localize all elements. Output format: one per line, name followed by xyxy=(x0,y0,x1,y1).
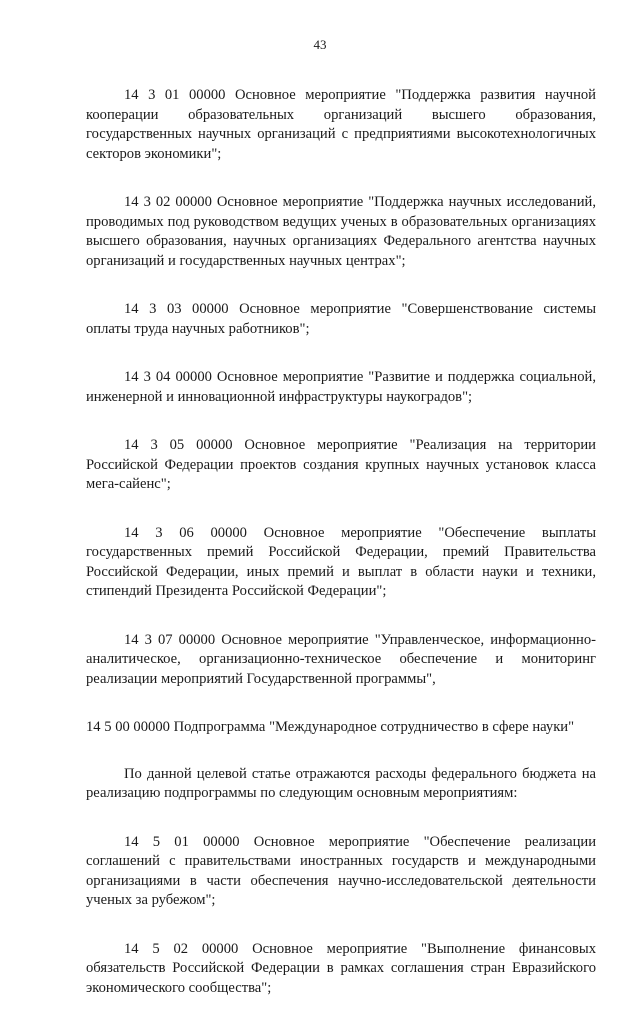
paragraph-14-3-04: 14 3 04 00000 Основное мероприятие "Развитие и поддержка социальной, инженерной и инновационной инфраструктуры наукоградов"; xyxy=(86,369,596,405)
paragraph-14-3-02: 14 3 02 00000 Основное мероприятие "Поддержка научных исследований, проводимых под руководством ведущих ученых в образовательных организациях высшего образования, научных организациях Федерального агентства научных организаций и государственных научных центрах"; xyxy=(86,194,596,269)
paragraph-14-3-05: 14 3 05 00000 Основное мероприятие "Реализация на территории Российской Федерации проектов создания крупных научных установок класса мега-сайенс"; xyxy=(86,437,596,492)
paragraph-intro: По данной целевой статье отражаются расходы федерального бюджета на реализацию подпрограммы по следующим основным мероприятиям: xyxy=(86,765,596,801)
paragraph-14-3-03: 14 3 03 00000 Основное мероприятие "Совершенствование системы оплаты труда научных работников"; xyxy=(86,301,596,337)
paragraph-14-5-01: 14 5 01 00000 Основное мероприятие "Обеспечение реализации соглашений с правительствами иностранных государств и международными организациями в части обеспечения научно-исследовательской деятельности ученых за рубежом"; xyxy=(86,833,596,908)
paragraph-14-3-07: 14 3 07 00000 Основное мероприятие "Управленческое, информационно-аналитическое, организационно-техническое обеспечение и мониторинг реализации мероприятий Государственной программы", xyxy=(86,631,596,687)
paragraph-14-3-01: 14 3 01 00000 Основное мероприятие "Поддержка развития научной кооперации образовательных организаций высшего образования, государственных научных организаций с предприятиями высокотехнологичных секторов экономики"; xyxy=(86,87,596,162)
paragraph-14-3-06: 14 3 06 00000 Основное мероприятие "Обеспечение выплаты государственных премий Российской Федерации, премий Правительства Российской Федерации, иных премий и выплат в области науки и техники, стипендий Президента Российской Федерации"; xyxy=(86,524,596,599)
paragraph-14-5-02: 14 5 02 00000 Основное мероприятие "Выполнение финансовых обязательств Российской Федерации в рамках соглашения стран Евразийского экономического сообщества"; xyxy=(86,940,596,996)
page-number: 43 xyxy=(313,37,327,52)
subprogram-heading-14-5: 14 5 00 00000 Подпрограмма "Международное сотрудничество в сфере науки" xyxy=(86,719,575,735)
document-body xyxy=(86,86,596,1027)
